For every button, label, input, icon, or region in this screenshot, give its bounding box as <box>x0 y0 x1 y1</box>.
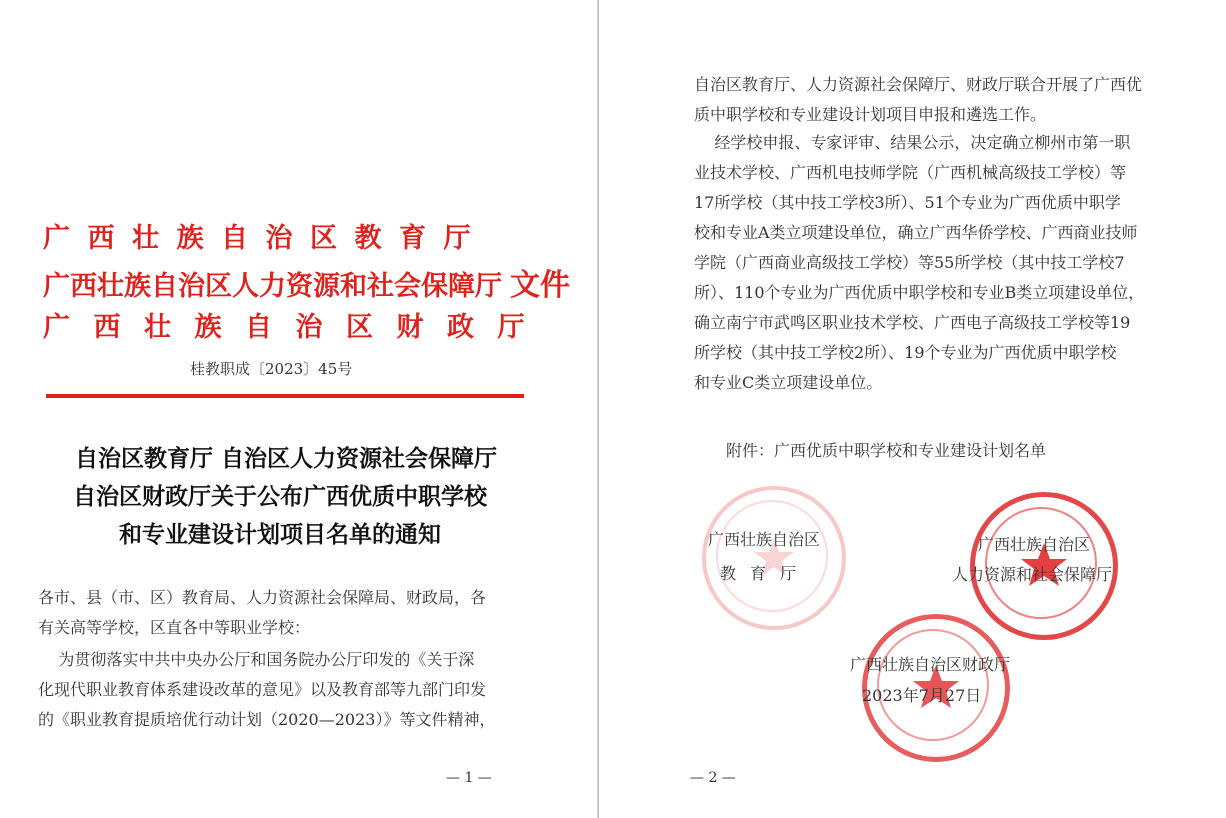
signature-education-line-2: 教育厅 <box>720 564 811 583</box>
signature-finance: 广西壮族自治区财政厅 <box>850 655 1011 674</box>
issuer-header-finance: 广西壮族自治区财政厅 <box>43 312 548 343</box>
notice-title-line-2: 自治区财政厅关于公布广西优质中职学校 <box>73 483 487 510</box>
page-gutter <box>597 0 599 818</box>
attachment-note: 附件：广西优质中职学校和专业建设计划名单 <box>726 441 1047 460</box>
body-paragraph-1: 为贯彻落实中共中央办公厅和国务院办公厅印发的《关于深 化现代职业教育体系建设改革的意见》以及教育部等九部门印发 的《职业教育提质培优行动计划（2020—2023）》等文件精神， <box>38 650 496 729</box>
signature-hrss-line-1: 广西壮族自治区 <box>978 535 1091 554</box>
issuer-header-education: 广西壮族自治区教育厅 <box>43 223 488 254</box>
document-number: 桂教职成〔2023〕45号 <box>190 360 353 378</box>
page-number-1: — 1 — <box>446 770 492 786</box>
official-seal-education-icon <box>702 486 846 630</box>
seal-star-icon <box>706 490 842 626</box>
document-label: 文件 <box>510 268 570 303</box>
page-1 <box>0 0 598 818</box>
issuer-header-hrss <box>43 260 570 304</box>
signature-hrss-line-2: 人力资源和社会保障厅 <box>952 565 1113 584</box>
issuer-header-hrss-text: 广西壮族自治区人力资源和社会保障厅 <box>43 271 502 302</box>
notice-title-line-3: 和专业建设计划项目名单的通知 <box>119 521 441 548</box>
notice-title-line-1: 自治区教育厅 自治区人力资源社会保障厅 <box>74 445 497 472</box>
page-number-2: — 2 — <box>690 770 736 786</box>
signature-date: 2023年7月27日 <box>862 686 982 705</box>
page-2 <box>600 0 1226 818</box>
addressee-paragraph: 各市、县（市、区）教育局、人力资源社会保障局、财政局，各 有关高等学校，区直各中等职业学校： <box>38 588 487 637</box>
body-paragraph-decision: 经学校申报、专家评审、结果公示，决定确立柳州市第一职 业技术学校、广西机电技师学院（广西机械高级技工学校）等 17所学校（其中技工学校3所）、51个专业为广西优质中职学 校和专业A类立项建设单位，确立广西华侨学校、广西商业技师 学院（广西商业高级技工学校）等55所学校（其中技工学校7 所）、110个专业为广西优质中职学校和专业B类立项建设单位， 确立南宁市武鸣区职业技术学校、广西电子高级技工学校等19 所学校（其中技工学校2所）、19个专业为广西优质中职学校 和专业C类立项建设单位。 <box>694 133 1145 392</box>
signature-education-line-1: 广西壮族自治区 <box>708 530 821 549</box>
body-paragraph-continued: 自治区教育厅、人力资源社会保障厅、财政厅联合开展了广西优 质中职学校和专业建设计划项目申报和遴选工作。 <box>694 75 1143 124</box>
red-divider-rule <box>46 394 524 398</box>
